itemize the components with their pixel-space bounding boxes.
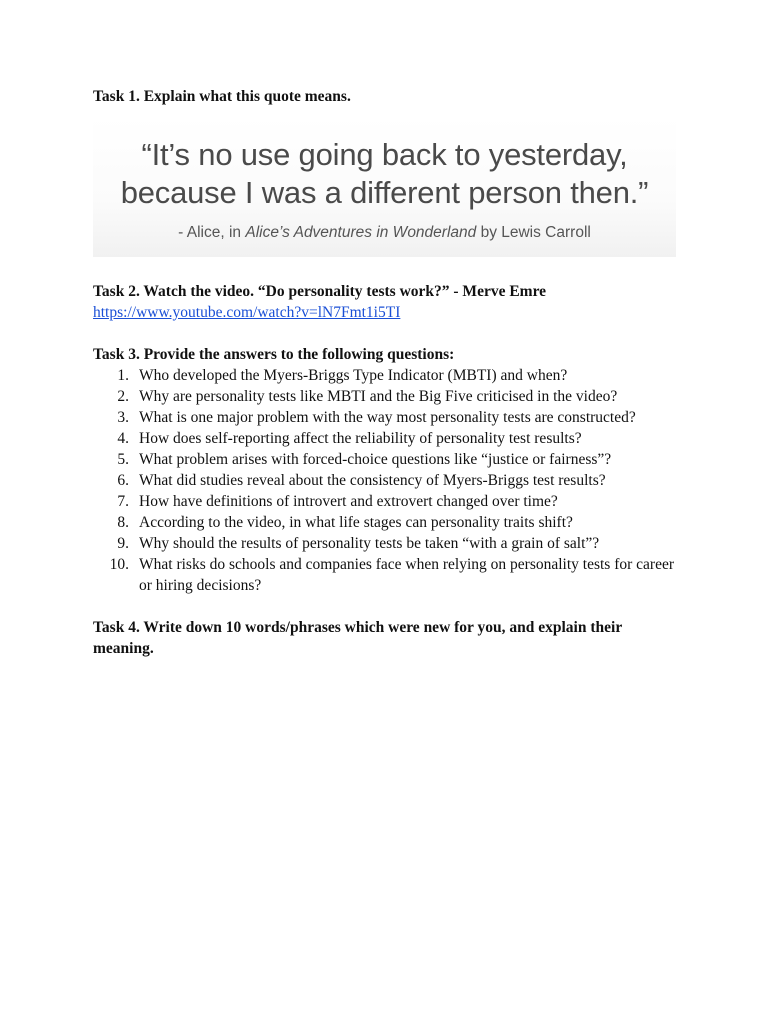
quote-attribution	[93, 224, 676, 242]
list-item-text: According to the video, in what life stages can personality traits shift?	[139, 514, 573, 531]
list-item-text: Who developed the Myers-Briggs Type Indicator (MBTI) and when?	[139, 367, 568, 384]
list-item-number: 1.	[117, 367, 129, 384]
list-item-text: What is one major problem with the way most personality tests are constructed?	[139, 409, 636, 426]
list-item	[93, 491, 683, 512]
list-item-number: 4.	[117, 430, 129, 447]
list-item-number: 6.	[117, 472, 129, 489]
list-item	[93, 407, 683, 428]
list-item-text: What risks do schools and companies face when relying on personality tests for career or hiring decisions?	[139, 556, 675, 594]
list-item	[93, 470, 683, 491]
task3-heading: Task 3. Provide the answers to the following questions:	[93, 346, 455, 363]
list-item	[93, 449, 683, 470]
list-item-text: Why should the results of personality tests be taken “with a grain of salt”?	[139, 535, 600, 552]
video-link[interactable]: https://www.youtube.com/watch?v=lN7Fmt1i5TI	[93, 304, 401, 321]
list-item-number: 8.	[117, 514, 129, 531]
list-item	[93, 386, 683, 407]
list-item	[93, 365, 683, 386]
question-list	[93, 365, 683, 596]
list-item-number: 7.	[117, 493, 129, 510]
list-item	[93, 533, 683, 554]
list-item-number: 2.	[117, 388, 129, 405]
attribution-suffix: by Lewis Carroll	[476, 224, 591, 241]
list-item	[93, 428, 683, 449]
task4-heading: Task 4. Write down 10 words/phrases which were new for you, and explain their meaning.	[93, 619, 622, 657]
list-item-number: 3.	[117, 409, 129, 426]
document-page	[93, 86, 683, 659]
quote-line-2: because I was a different person then.”	[120, 175, 649, 210]
quote-line-1: “It’s no use going back to yesterday,	[141, 137, 628, 172]
task2-heading: Task 2. Watch the video. “Do personality tests work?” - Merve Emre	[93, 283, 547, 300]
list-item-text: Why are personality tests like MBTI and the Big Five criticised in the video?	[139, 388, 618, 405]
list-item-text: What problem arises with forced-choice questions like “justice or fairness”?	[139, 451, 612, 468]
list-item	[93, 512, 683, 533]
list-item-number: 9.	[117, 535, 129, 552]
quote-image	[93, 116, 676, 257]
list-item-text: How have definitions of introvert and extrovert changed over time?	[139, 493, 558, 510]
list-item-text: What did studies reveal about the consistency of Myers-Briggs test results?	[139, 472, 606, 489]
list-item-text: How does self-reporting affect the reliability of personality test results?	[139, 430, 582, 447]
list-item	[93, 554, 683, 596]
attribution-prefix: - Alice, in	[178, 224, 246, 241]
task1-heading: Task 1. Explain what this quote means.	[93, 88, 351, 105]
attribution-book-title: Alice’s Adventures in Wonderland	[245, 224, 477, 241]
list-item-number: 10.	[109, 556, 129, 573]
list-item-number: 5.	[117, 451, 129, 468]
